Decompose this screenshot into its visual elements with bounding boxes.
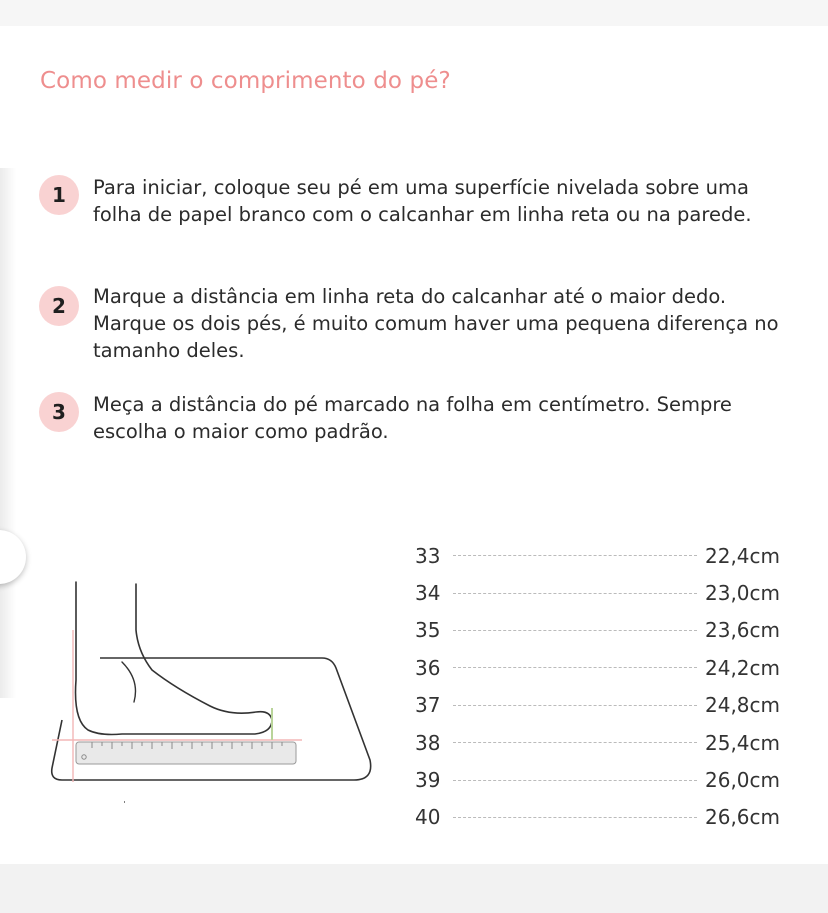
left-panel-shadow <box>0 168 16 698</box>
leader-dots <box>453 780 697 781</box>
shoe-size: 34 <box>415 581 441 606</box>
size-row <box>415 799 785 836</box>
step-text: Para iniciar, coloque seu pé em uma superfície nivelada sobre uma folha de papel branco com o calcanhar em linha reta ou na parede. <box>93 176 752 226</box>
leader-dots <box>453 630 697 631</box>
shoe-size: 33 <box>415 543 441 568</box>
shoe-size: 36 <box>415 655 441 680</box>
page-title: Como medir o comprimento do pé? <box>40 68 451 94</box>
shoe-size: 35 <box>415 618 441 643</box>
size-table <box>415 537 785 836</box>
foot-measure-illustration <box>40 570 380 810</box>
size-row <box>415 612 785 649</box>
foot-length: 24,2cm <box>705 655 781 680</box>
top-bar <box>0 0 828 26</box>
step-text: Marque a distância em linha reta do calcanhar até o maior dedo. Marque os dois pés, é muito comum haver uma pequena diferença no tamanho deles. <box>93 285 779 362</box>
foot-length: 23,0cm <box>705 581 781 606</box>
size-row <box>415 687 785 724</box>
size-row <box>415 761 785 798</box>
foot-length: 23,6cm <box>705 618 781 643</box>
shoe-size: 39 <box>415 768 441 793</box>
shoe-size: 37 <box>415 693 441 718</box>
shoe-size: 40 <box>415 805 441 830</box>
foot-length: 22,4cm <box>705 543 781 568</box>
size-row <box>415 649 785 686</box>
foot-length: 24,8cm <box>705 693 781 718</box>
foot-length: 25,4cm <box>705 730 781 755</box>
step-number-badge: 1 <box>39 175 79 215</box>
step-text: Meça a distância do pé marcado na folha em centímetro. Sempre escolha o maior como padrão. <box>93 393 732 443</box>
leader-dots <box>453 593 697 594</box>
leader-dots <box>453 555 697 556</box>
shoe-size: 38 <box>415 730 441 755</box>
foot-length: 26,6cm <box>705 805 781 830</box>
step-number-badge: 3 <box>39 392 79 432</box>
size-row <box>415 574 785 611</box>
leader-dots <box>453 742 697 743</box>
step-number-badge: 2 <box>39 286 79 326</box>
leader-dots <box>453 667 697 668</box>
leader-dots <box>453 705 697 706</box>
size-row <box>415 537 785 574</box>
size-row <box>415 724 785 761</box>
leader-dots <box>453 817 697 818</box>
foot-length: 26,0cm <box>705 768 781 793</box>
bottom-area <box>0 864 828 913</box>
